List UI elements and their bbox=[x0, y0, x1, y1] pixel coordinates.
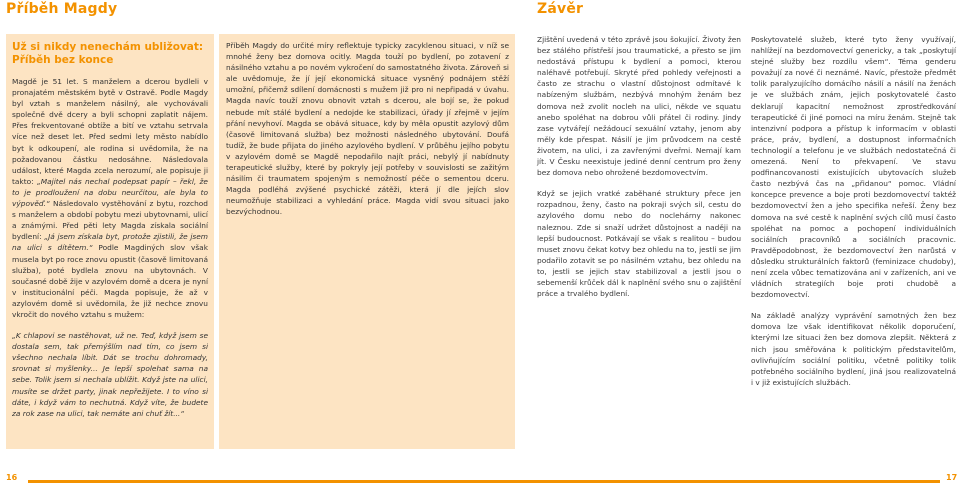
left-page-title: Příběh Magdy bbox=[6, 1, 118, 17]
story-final-quote: „K chlapovi se nastěhovat, už ne. Teď, když jsem se dostala sem, tak přemýšlím nad tím, co jsem si všechno nechala líbit. Dát se trochu dohromady, srovnat si myšlenky... Je lepší spolehat sama na sebe. Tolik jsem si nechala ublížit. Když jste na ulici, musíte se držet party, jinak nepřežijete. I to víno si dáte, i když vám to nechutná. Když víte, že budete za rok zase na ulici, tak nemáte ani chuť žít...“ bbox=[12, 331, 208, 418]
left-page-number: 16 bbox=[6, 473, 18, 482]
reflection-paragraph: Příběh Magdy do určité míry reflektuje typicky zacyklenou situaci, v níž se mnohé ženy bez domova ocitly. Magda touží po bydlení, po zotavení z násilného vztahu a po novém vykročení do samostatného života. Zároveň si ale uvědomuje, že jí její ekonomická situace vysněný podnájem stěží umožní, přičemž sdílení domácnosti s mužem již pro ni nepřipadá v úvahu. Magda navíc touží znovu obnovit vztah s dcerou, ale bojí se, že pokud nebude mít stálé bydlení a nedojde ke stabilizaci, úřady jí zřejmě v jejím přání nevyhoví. Magda se obává situace, kdy by měla opustit azylový dům (časově limitovaná služba) bez možnosti následného ubytování. Doufá tudíž, že bude přijata do jiného azylového bydlení. V průběhu jejího pobytu v azylovém domě se Magdě nepodařilo najít práci, nebylý jí nabídnuty terapeutické služby, které by pokryly její potřeby v souvislosti se zažitým násilím či traumatem spojeným s nemožností péče o sementou dceru. Magda podléhá zvýšené psychické zátěži, která jí dle jejích slov neumožňuje stabilizaci a vyhledání práce. Magda vidí svou situaci jako bezvýchodnou. bbox=[226, 41, 509, 217]
conclusion-paragraph-1: Zjištění uvedená v této zprávě jsou šokující. Životy žen bez stálého přístřeší jsou traumatické, a přesto se jim nedostává přístupu k bydlení a pomoci, kterou naléhavě potřebují. Skryté před pohledy veřejnosti a často ze strachu o vlastní důstojnost odmítavé k nabízeným službám, nezbývá mnohým ženám bez domova než zvolit nocleh na ulici, někde ve squatu anebo spoléhat na dobrou vůli přátel či rodiny. Jindy zase vytvářejí nežádoucí sexuální vztahy, jenom aby měly kde přespat. Násilí je jim průvodcem na cestě životem, na ulici, i za zavřenými dveřmi. Nemají kam jít. V Česku neexistuje jediné denní centrum pro ženy bez domova nebo ohrožené bezdomovectvím. bbox=[537, 35, 741, 178]
left-footer-rule bbox=[28, 480, 481, 483]
right-footer-rule bbox=[480, 480, 940, 483]
conclusion-column-2 bbox=[751, 34, 956, 388]
story-after: Podle Magdiných slov však musela byt po roce znovu opustit (časově limitovaná služba), poté bydlela znovu na ubytovnách. V současné době žije v azylovém domě a dcera je nyní v institucionální péči. Magda popisuje, že až v azylovém domě si uvědomila, že již nechce znovu vkročit do nového vztahu s mužem: bbox=[12, 243, 208, 319]
conclusion-paragraph-2: Když se jejich vratké zaběhané struktury přece jen rozpadnou, ženy, často na pokraji svých sil, cestu do azylového domu nebo do noclehárny nakonec naleznou. Zde si snaží udržet důstojnost a naději na lepší budoucnost. Potkávají se však s realitou – budou muset znovu čekat kotvy bez ohledu na to, jestli se jim podařilo zotavit se po násilném vztahu, bez ohledu na to, jestli se jejich stav stabilizoval a jestli jsou o sebemenší krůček dál k naplnění svého snu o zajištění práce a trvalého bydlení. bbox=[537, 189, 741, 299]
conclusion-column-1 bbox=[537, 34, 741, 299]
right-page-number: 17 bbox=[946, 473, 958, 482]
story-quote-2: „Já jsem získala byt, protože zjistili, že jsem na ulici s dítětem.“ bbox=[12, 232, 208, 253]
conclusion-paragraph-4: Na základě analýzy vyprávění samotných žen bez domova lze však identifikovat několik doporučení, kterými lze situaci žen bez domova zlepšit. Některá z nich jsou směřována k politickým představitelům, ovlivňujícím sociální politiku, včetně politiky tolik potřebného sociálního bydlení, jiná jsou realizovatelná i v již existujících službách. bbox=[751, 311, 956, 387]
right-page-title: Závěr bbox=[537, 1, 584, 17]
story-box bbox=[6, 34, 214, 449]
story-intro: Magdě je 51 let. S manželem a dcerou bydleli v pronajatém městském bytě v Ostravě. Podle Magdy byl vztah s manželem násilný, ale vychovávali společně dvě dcery a byli schopni zaplatit nájem. Přes frekventované obtíže a bití ve vztahu setrvala více než deset let. Před sedmi lety město nabídlo byt k odkoupení, ale rodina si uvědomila, že na požadovanou částku nedosáhne. Následovala událost, které Magda zcela nerozumí, ale popisuje ji takto: bbox=[12, 77, 208, 186]
conclusion-paragraph-3: Poskytovatelé služeb, které tyto ženy využívají, nahlížejí na bezdomovectví genericky, a tak „poskytují stejné služby bez rozdílu všem“. Téma genderu považují za nové či neznámé. Navíc, přestože předmět tolik paralyzujícího domácího násilí a násilí na ženách je ve službách znám, jejich poskytovatelé často deklarují kapacitní nemožnost zprostředkování terapeutické či jiné pomoci na míru ženám. Stejně tak intenzivní podpora a přístup k informacím v oblasti práce, práv, bydlení, a dostupnost informačních technologií a telefonu je ve službách nedostatečná či omezená. Není to překvapení. Ve stavu podfinancovanosti existujících ubytovacích služeb často nezbývá čas na „přidanou“ pomoc. Vládní koncepce prevence a boje proti bezdomovectví taktéž bezdomovectví žen a jeho specifika neřeší. Ženy bez domova na své cestě k naplnění svých cílů musí často spoléhat na pomoc a pochopení individuálních sociálních pracovníků a sociálních pracovnic. Pravděpodobnost, že bezdomovectví žen narůstá v důsledku strukturálních faktorů (feminizace chudoby), není zcela vůbec tematizována ani v zařízeních, ani ve vládních strategiích boje proti chudobě a bezdomovectví. bbox=[751, 35, 956, 300]
reflection-box bbox=[219, 34, 515, 449]
story-quote-1: „Majitel nás nechal podepsat papír – řekl, že to je prodloužení na dobu neurčitou, ale byla to výpověď.“ bbox=[12, 176, 208, 209]
story-paragraph bbox=[12, 76, 208, 320]
story-middle: Následovalo vystěhování z bytu, rozchod s manželem a období pobytu mezi ubytovnami, ulicí a známými. Před pěti lety Magda získala sociální bydlení: bbox=[12, 199, 208, 242]
story-box-heading: Už si nikdy nenechám ubližovat: Příběh bez konce bbox=[12, 41, 204, 66]
